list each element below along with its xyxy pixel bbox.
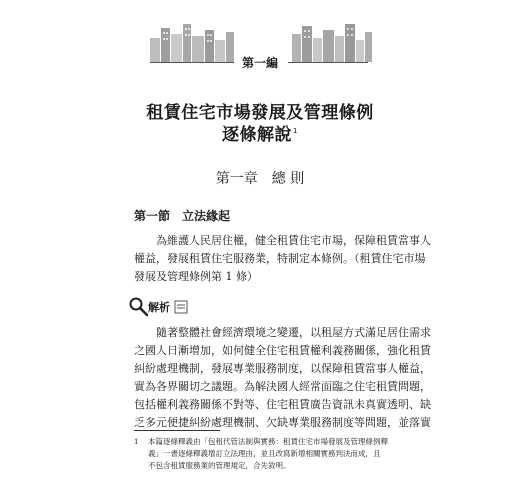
chapter-heading: 第一章 總 則 (215, 171, 305, 187)
page-header (0, 0, 520, 80)
footnote-divider (134, 430, 220, 431)
title-footnote-marker: 1 (293, 127, 298, 136)
header-rule-right (288, 62, 368, 63)
explain-decoration-icon (174, 300, 188, 314)
city-skyline-right-illustration (292, 22, 372, 62)
title-line-2: 逐條解說 (222, 125, 293, 145)
paragraph-line: 權益，發展租賃住宅服務業，特制定本條例。（租賃住宅市場 (134, 252, 426, 265)
paragraph-line: 糾紛處理機制，發展專業服務制度，以保障租賃當事人權益， (134, 362, 431, 375)
part-label: 第一編 (241, 56, 278, 70)
title-line-1: 租賃住宅市場發展及管理條例 (146, 103, 374, 123)
paragraph-line: 發展及管理條例第 1 條） (134, 270, 258, 283)
paragraph-line: 之國人日漸增加，如何健全住宅租賃權利義務關係，強化租賃 (134, 344, 431, 357)
explain-badge (128, 296, 190, 318)
paragraph-line: 為維護人民居住權，健全租賃住宅市場，保障租賃當事人 (156, 234, 431, 247)
header-rule-left (150, 62, 234, 63)
footnote-line: 本篇逐條釋義由「包租代管法制與實務：租賃住宅市場發展及管理條例釋 (148, 437, 388, 446)
page-subtitle (0, 120, 520, 145)
paragraph-line: 乏多元便捷糾紛處理機制、欠缺專業服務制度等問題，並落實 (134, 416, 431, 429)
footnote-number: 1 (134, 438, 139, 446)
explanation-paragraph (134, 324, 431, 432)
paragraph-line: 隨著整體社會經濟環境之變遷，以租屋方式滿足居住需求 (156, 326, 431, 339)
city-skyline-left-illustration (150, 22, 234, 62)
footnote-line: 義」一書逐條釋義增訂立法理由，並且改寫新增相關實務判決而成，且 (148, 449, 381, 458)
paragraph-line: 包括權利義務關係不對等、住宅租賃廣告資訊未真實透明、缺 (134, 398, 431, 411)
paragraph-line: 實為各界關切之議題。為解決國人經常面臨之住宅租賃問題， (134, 380, 431, 393)
magnifier-icon (128, 296, 150, 318)
statute-paragraph (134, 232, 431, 286)
footnote (134, 436, 392, 472)
footnote-line: 不包含租賃服務業的管理規定，合先敘明。 (148, 461, 291, 470)
section-heading: 第一節 立法緣起 (134, 209, 231, 223)
explain-label: 解析 (148, 301, 170, 314)
